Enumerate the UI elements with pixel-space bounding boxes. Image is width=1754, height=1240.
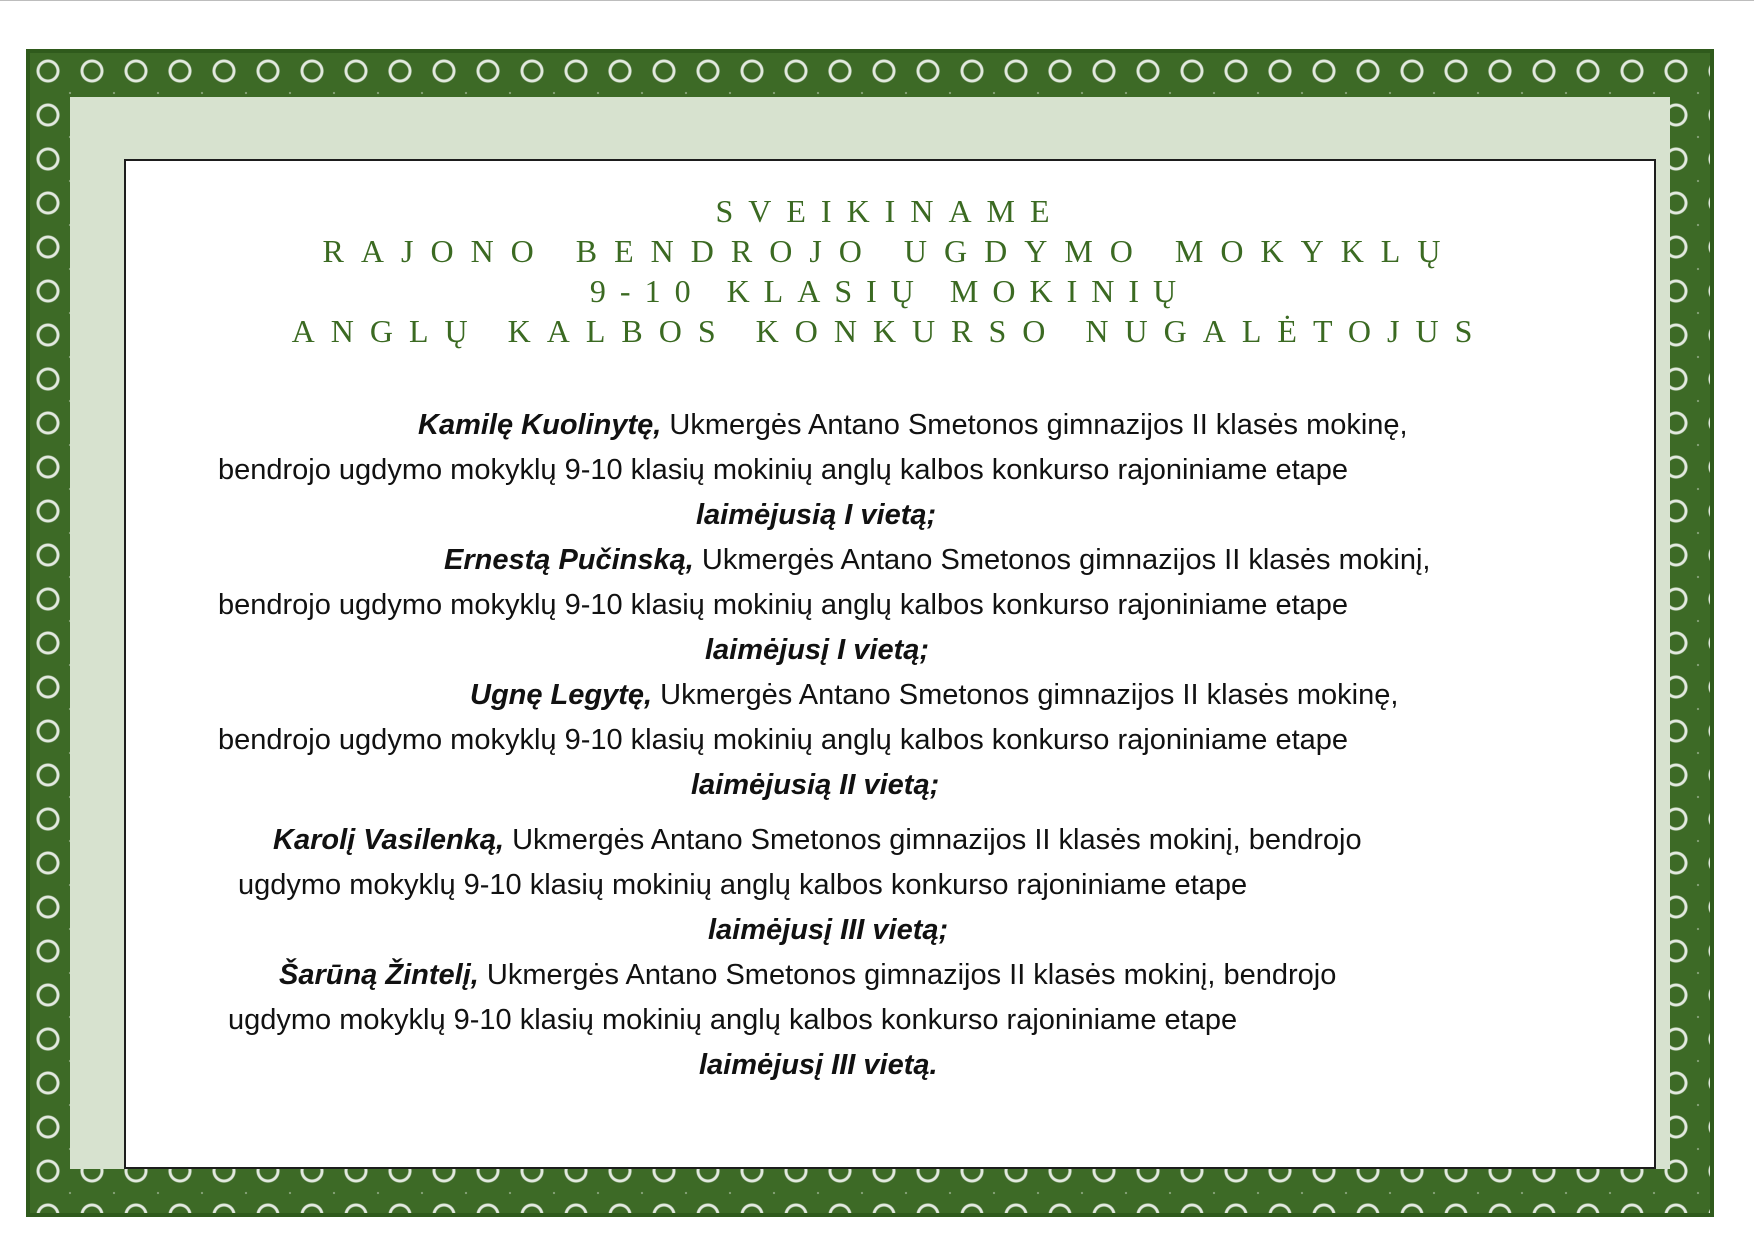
- winner-entry: [126, 403, 1654, 538]
- winners-list: [126, 403, 1654, 1088]
- winner-place: laimėjusią II vietą;: [691, 769, 940, 801]
- winner-contest-line: bendrojo ugdymo mokyklų 9-10 klasių mokinių anglų kalbos konkurso rajoniniame etape: [218, 724, 1349, 756]
- winner-place: laimėjusį I vietą;: [705, 634, 930, 666]
- winner-name: Ugnę Legytę,: [470, 679, 653, 711]
- certificate-title: [126, 191, 1654, 351]
- title-line-4: ANGLŲ KALBOS KONKURSO NUGALĖTOJUS: [291, 313, 1489, 349]
- winner-intro-line: [126, 818, 1654, 863]
- winner-intro-line: [126, 403, 1654, 448]
- winner-intro-line: [126, 673, 1654, 718]
- winner-contest-line: bendrojo ugdymo mokyklų 9-10 klasių mokinių anglų kalbos konkurso rajoniniame etape: [218, 454, 1349, 486]
- winner-place: laimėjusią I vietą;: [696, 499, 937, 531]
- winner-school: Ukmergės Antano Smetonos gimnazijos II klasės mokinį,: [693, 544, 1431, 576]
- celtic-border-frame: [26, 49, 1714, 1217]
- winner-name: Karolį Vasilenką,: [273, 824, 505, 856]
- winner-entry: [126, 538, 1654, 673]
- winner-contest-line: ugdymo mokyklų 9-10 klasių mokinių anglų kalbos konkurso rajoniniame etape: [238, 869, 1248, 901]
- winner-school: Ukmergės Antano Smetonos gimnazijos II klasės mokinę,: [661, 409, 1408, 441]
- winner-intro-line: [126, 953, 1654, 998]
- winner-place: laimėjusį III vietą.: [699, 1049, 938, 1081]
- winner-entry: [126, 953, 1654, 1088]
- winner-contest-line: bendrojo ugdymo mokyklų 9-10 klasių mokinių anglų kalbos konkurso rajoniniame etape: [218, 589, 1349, 621]
- content-panel: [124, 159, 1656, 1169]
- winner-school: Ukmergės Antano Smetonos gimnazijos II klasės mokinę,: [652, 679, 1399, 711]
- winner-name: Kamilę Kuolinytę,: [418, 409, 662, 441]
- winner-intro-line: [126, 538, 1654, 583]
- winner-place: laimėjusį III vietą;: [708, 914, 949, 946]
- winner-school: Ukmergės Antano Smetonos gimnazijos II klasės mokinį, bendrojo: [504, 824, 1362, 856]
- title-line-3: 9-10 KLASIŲ MOKINIŲ: [589, 273, 1191, 309]
- winner-school: Ukmergės Antano Smetonos gimnazijos II klasės mokinį, bendrojo: [478, 959, 1337, 991]
- title-line-1: SVEIKINAME: [715, 193, 1065, 229]
- winner-entry: [126, 673, 1654, 808]
- winner-contest-line: ugdymo mokyklų 9-10 klasių mokinių anglų kalbos konkurso rajoniniame etape: [228, 1004, 1238, 1036]
- winner-name: Šarūną Žintelį,: [279, 959, 479, 991]
- title-line-2: RAJONO BENDROJO UGDYMO MOKYKLŲ: [322, 233, 1458, 269]
- winner-entry: [126, 818, 1654, 953]
- inner-green-band: [70, 97, 1670, 1169]
- winner-name: Ernestą Pučinską,: [444, 544, 694, 576]
